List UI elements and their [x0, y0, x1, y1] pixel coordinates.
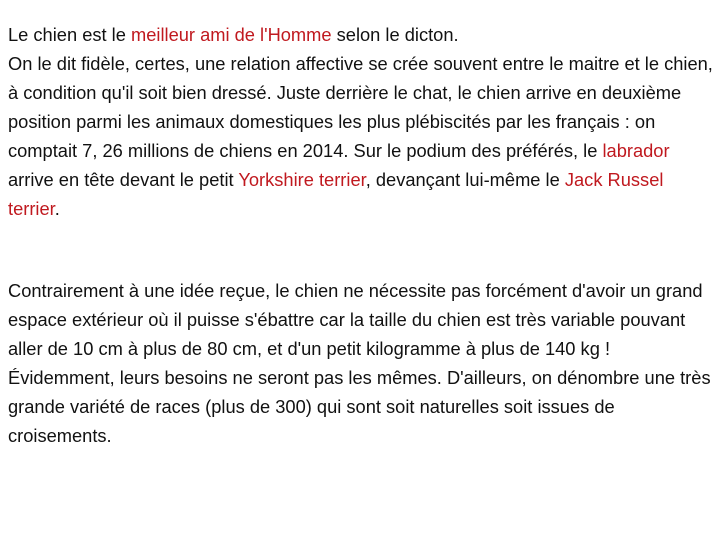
intro-text-end: selon le dicton. — [331, 24, 459, 45]
highlight-best-friend: meilleur ami de l'Homme — [130, 24, 332, 45]
highlight-yorkshire: Yorkshire terrier — [238, 169, 366, 190]
body-text-c: , devançant lui-même le — [365, 169, 565, 190]
slide-body — [8, 20, 716, 450]
highlight-labrador: labrador — [602, 140, 670, 161]
highlight-jack-russel: Jack Russel terrier — [8, 169, 664, 219]
paragraph-size — [8, 276, 716, 450]
body-text-b: arrive en tête devant le petit — [8, 169, 239, 190]
size-text: Contrairement à une idée reçue, le chien ne nécessite pas forcément d'avoir un grand espace extérieur où il puisse s'ébattre car la taille du chien est très variable pouvant aller de 10 cm à plus de 80 cm, et d'un petit kilogramme à plus de 140 kg ! Évidemment, leurs besoins ne seront pas les mêmes. D'ailleurs, on dénombre une très grande variété de races (plus de 300) qui sont soit naturelles soit issues de croisements. — [8, 280, 711, 446]
body-text-d: . — [54, 198, 60, 219]
body-text-a: On le dit fidèle, certes, une relation affective se crée souvent entre le maitre et le chien, à condition qu'il soit bien dressé. Juste derrière le chat, le chien arrive en deuxième position parmi les animaux domestiques les plus plébiscités par les français : on comptait 7, 26 millions de chiens en 2014. Sur le podium des préférés, le — [8, 53, 713, 161]
paragraph-intro — [8, 20, 716, 223]
intro-text: Le chien est le — [8, 24, 131, 45]
